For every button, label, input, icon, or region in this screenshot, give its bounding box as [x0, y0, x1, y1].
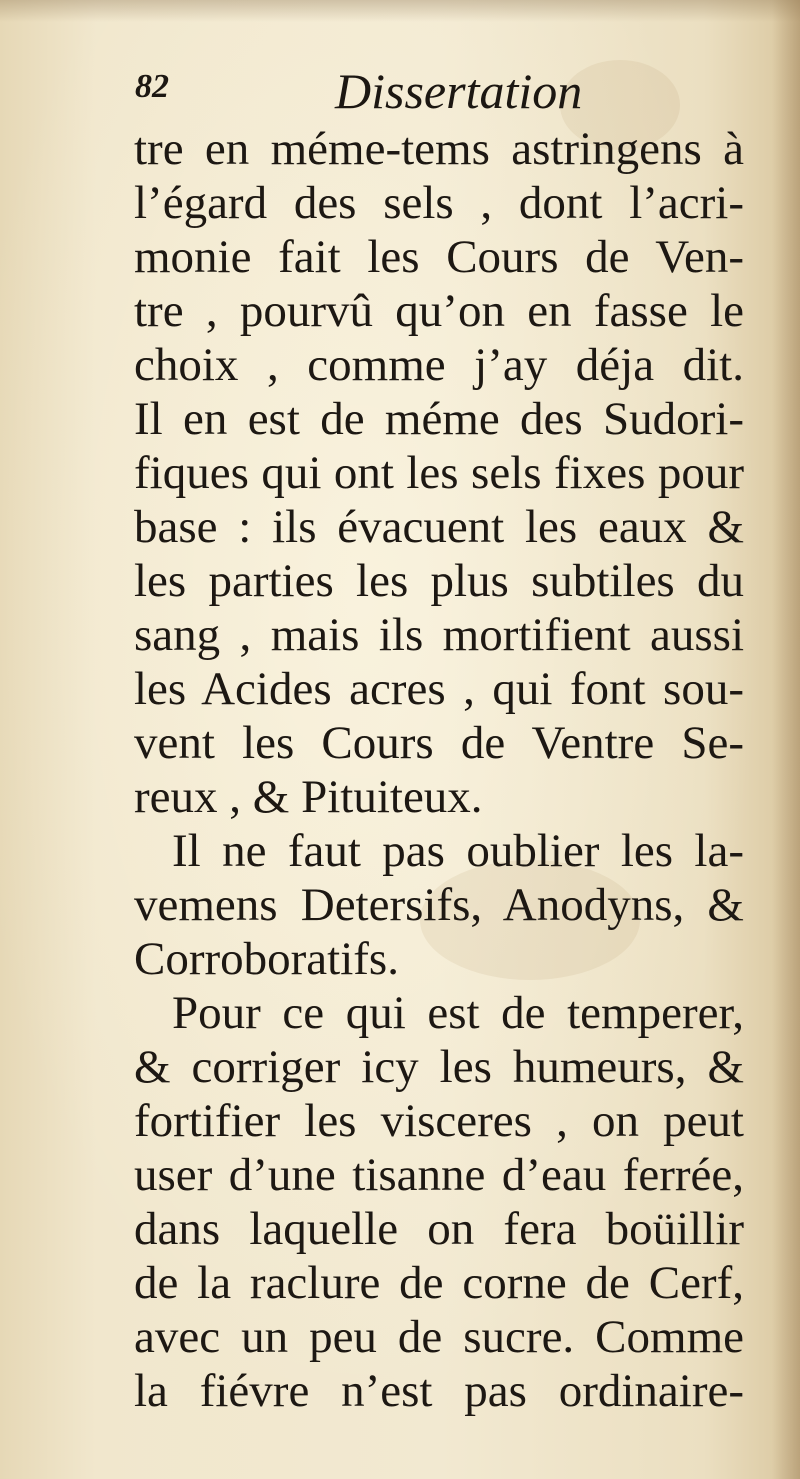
text-line: monie fait les Cours de Ven- — [134, 231, 744, 283]
text-line: choix , comme j’ay déja dit. — [134, 339, 744, 391]
text-line: reux , & Pituiteux. — [134, 771, 483, 823]
text-line: fiques qui ont les sels fixes pour — [134, 447, 744, 499]
text-line: tre en méme-tems astringens à — [134, 123, 744, 175]
text-line: vent les Cours de Ventre Se- — [134, 717, 744, 769]
text-line: l’égard des sels , dont l’acri- — [134, 177, 744, 229]
text-line: Il ne faut pas oublier les la- — [172, 825, 744, 877]
text-line: les Acides acres , qui font sou- — [134, 663, 744, 715]
text-line: fortifier les visceres , on peut — [134, 1095, 744, 1147]
text-line: sang , mais ils mortifient aussi — [134, 609, 744, 661]
text-line: base : ils évacuent les eaux & — [134, 501, 744, 553]
text-line: tre , pourvû qu’on en fasse le — [134, 285, 744, 337]
text-line: la fiévre n’est pas ordinaire- — [134, 1365, 744, 1417]
text-line: Pour ce qui est de temperer, — [172, 987, 744, 1039]
text-line: les parties les plus subtiles du — [134, 555, 744, 607]
text-line: & corriger icy les humeurs, & — [134, 1041, 744, 1093]
page-header — [135, 62, 735, 122]
text-line: avec un peu de sucre. Comme — [134, 1311, 744, 1363]
running-title: Dissertation — [335, 63, 583, 119]
page-number: 82 — [135, 68, 169, 105]
page-shadow-top — [0, 0, 800, 22]
text-line: vemens Detersifs, Anodyns, & — [134, 879, 744, 931]
text-line: de la raclure de corne de Cerf, — [134, 1257, 744, 1309]
text-line: Il en est de méme des Sudori- — [134, 393, 744, 445]
page-shadow-right — [772, 0, 800, 1479]
text-line: user d’une tisanne d’eau ferrée, — [134, 1149, 744, 1201]
text-line: dans laquelle on fera boüillir — [134, 1203, 744, 1255]
text-line: Corroboratifs. — [134, 933, 399, 985]
